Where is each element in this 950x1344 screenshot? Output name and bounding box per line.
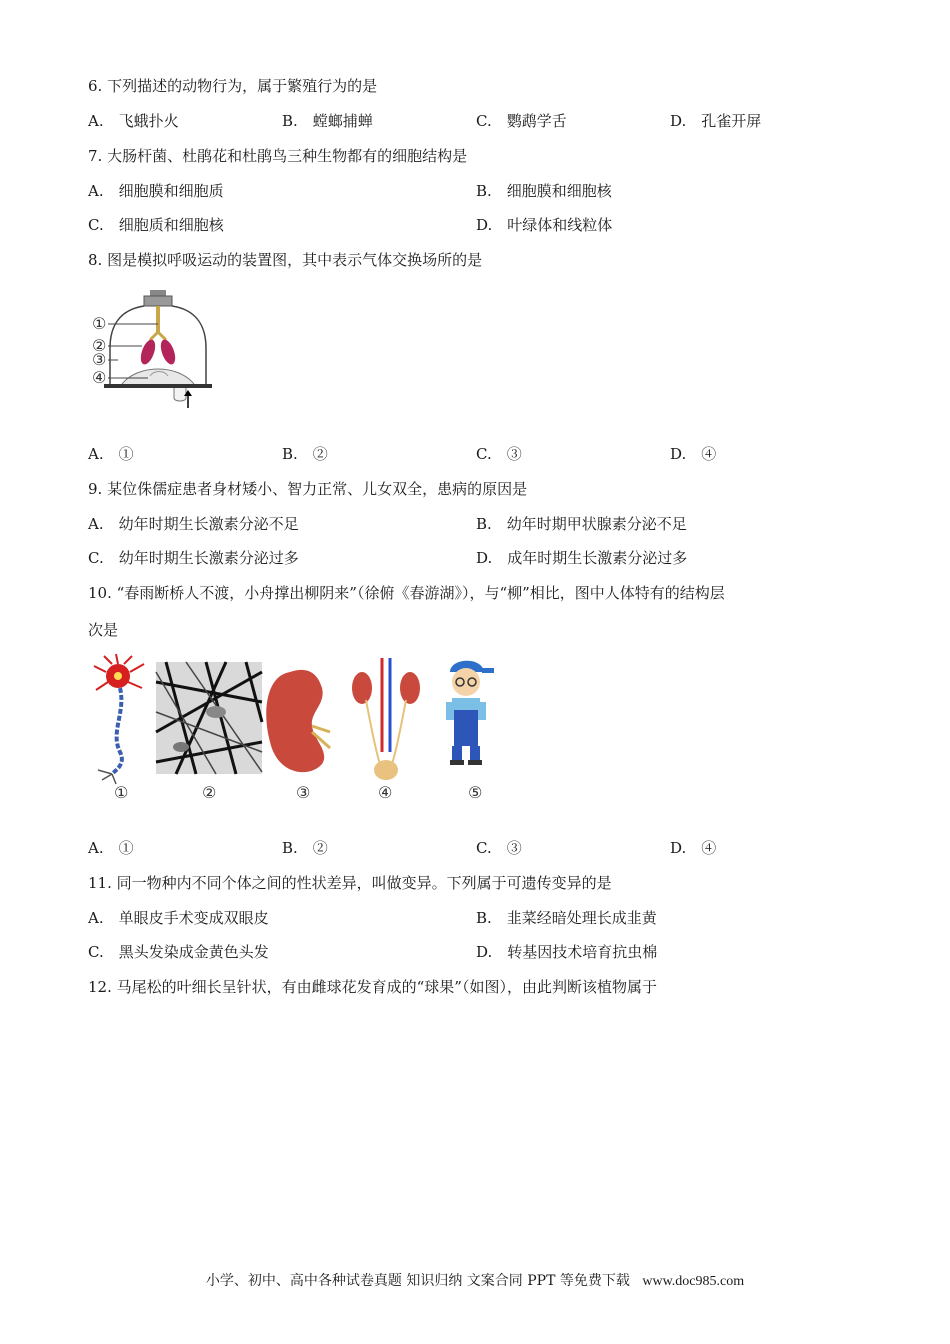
q10-option-c: C. ③ xyxy=(476,839,522,857)
q6-option-c: C. 鹦鹉学舌 xyxy=(476,112,567,130)
kidney-organ-image xyxy=(266,670,330,772)
fig8-label-3: ③ xyxy=(92,350,107,369)
q9-option-b: B. 幼年时期甲状腺素分泌不足 xyxy=(476,515,687,533)
q6-stem: 6. 下列描述的动物行为，属于繁殖行为的是 xyxy=(88,77,378,95)
q10-option-d: D. ④ xyxy=(670,839,717,857)
fig10-label-4: ④ xyxy=(378,783,393,802)
hand xyxy=(174,388,186,401)
q7-option-a: A. 细胞膜和细胞质 xyxy=(88,182,224,200)
fig10-label-2: ② xyxy=(202,783,217,802)
q9-option-c: C. 幼年时期生长激素分泌过多 xyxy=(88,549,299,567)
q11-option-d: D. 转基因技术培育抗虫棉 xyxy=(476,943,658,961)
stopper-cap xyxy=(150,290,166,296)
human-body-image xyxy=(446,661,494,765)
fig10-label-5: ⑤ xyxy=(468,783,483,802)
right-balloon xyxy=(158,338,178,367)
q7-stem: 7. 大肠杆菌、杜鹃花和杜鹃鸟三种生物都有的细胞结构是 xyxy=(88,147,468,165)
q11-option-b: B. 韭菜经暗处理长成韭黄 xyxy=(476,909,657,927)
rubber-stopper xyxy=(144,296,172,306)
q8-option-c: C. ③ xyxy=(476,445,522,463)
windpipe-tube xyxy=(156,306,160,332)
q9-option-a: A. 幼年时期生长激素分泌不足 xyxy=(88,515,299,533)
q7-option-d: D. 叶绿体和线粒体 xyxy=(476,216,613,234)
q12-stem: 12. 马尾松的叶细长呈针状，有由雌球花发育成的“球果”（如图），由此判断该植物属于 xyxy=(88,978,657,996)
q10-option-b: B. ② xyxy=(282,839,328,857)
fig10-label-1: ① xyxy=(114,783,129,802)
connective-tissue-image xyxy=(156,662,262,774)
breathing-model-figure xyxy=(88,288,218,413)
q7-option-c: C. 细胞质和细胞核 xyxy=(88,216,224,234)
urinary-system-image xyxy=(352,658,420,780)
q11-option-a: A. 单眼皮手术变成双眼皮 xyxy=(88,909,269,927)
fig8-label-1: ① xyxy=(92,314,107,333)
jar-base xyxy=(104,384,212,388)
fig10-label-3: ③ xyxy=(296,783,311,802)
structure-levels-figure xyxy=(86,652,506,804)
q11-option-c: C. 黑头发染成金黄色头发 xyxy=(88,943,269,961)
fig8-label-4: ④ xyxy=(92,368,107,387)
neuron-cell-image xyxy=(94,654,144,784)
left-balloon xyxy=(138,338,158,367)
q9-option-d: D. 成年时期生长激素分泌过多 xyxy=(476,549,688,567)
footer-url-link[interactable]: www.doc985.com xyxy=(642,1274,745,1289)
q10-option-a: A. ① xyxy=(88,839,134,857)
q8-stem: 8. 图是模拟呼吸运动的装置图，其中表示气体交换场所的是 xyxy=(88,251,483,269)
q8-option-b: B. ② xyxy=(282,445,328,463)
q6-option-d: D. 孔雀开屏 xyxy=(670,112,762,130)
footer-text: 小学、初中、高中各种试卷真题 知识归纳 文案合同 PPT 等免费下载 xyxy=(205,1273,630,1289)
q6-option-b: B. 螳螂捕蝉 xyxy=(282,112,373,130)
q9-stem: 9. 某位侏儒症患者身材矮小、智力正常、儿女双全，患病的原因是 xyxy=(88,480,528,498)
q10-stem-line2: 次是 xyxy=(88,621,119,639)
bronchi-tubes xyxy=(150,332,166,340)
page-footer xyxy=(0,1270,950,1290)
q7-option-b: B. 细胞膜和细胞核 xyxy=(476,182,612,200)
q8-option-a: A. ① xyxy=(88,445,134,463)
q10-stem-line1: 10. “春雨断桥人不渡，小舟撑出柳阴来”（徐俯《春游湖》），与“柳”相比，图中人体特有的结构层 xyxy=(88,584,725,602)
q8-option-d: D. ④ xyxy=(670,445,717,463)
q11-stem: 11. 同一物种内不同个体之间的性状差异，叫做变异。下列属于可遗传变异的是 xyxy=(88,874,612,892)
fig8-label-2: ② xyxy=(92,336,107,355)
q6-option-a: A. 飞蛾扑火 xyxy=(88,112,179,130)
